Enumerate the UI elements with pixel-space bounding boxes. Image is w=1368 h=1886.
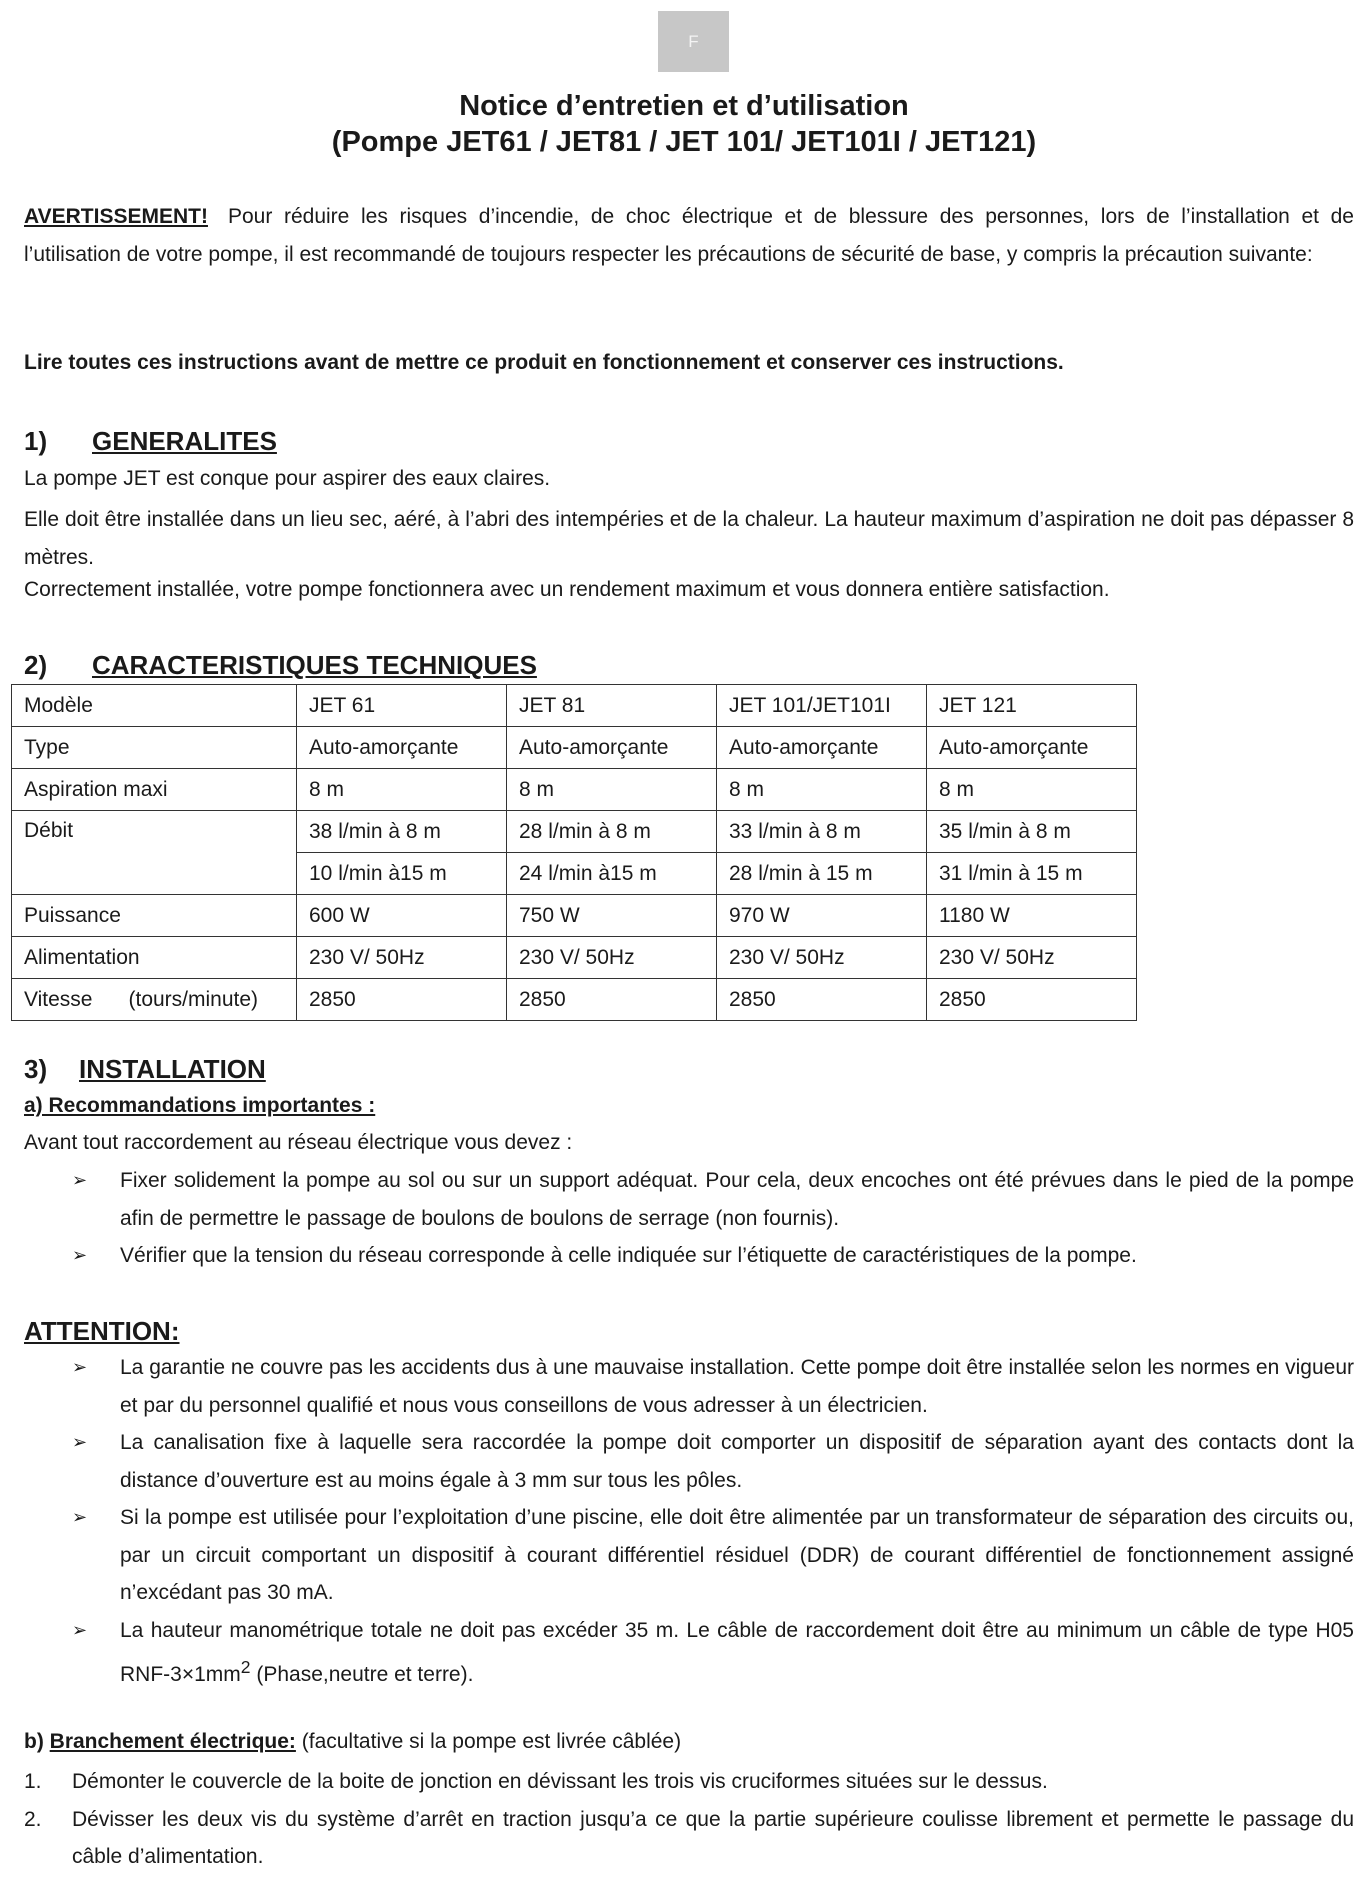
subsection-b-note: (facultative si la pompe est livrée câblée) <box>295 1730 682 1753</box>
table-cell: 31 l/min à 15 m <box>927 853 1137 895</box>
table-cell: 2850 <box>297 979 507 1021</box>
table-cell: 38 l/min à 8 m <box>297 811 507 853</box>
subsection-a-heading: a) Recommandations importantes : <box>24 1094 376 1117</box>
subsection-b-prefix: b) <box>24 1730 50 1753</box>
table-cell: 230 V/ 50Hz <box>927 937 1137 979</box>
table-cell: Type <box>12 727 297 769</box>
vitesse-label: Vitesse <box>24 987 93 1011</box>
table-cell: JET 121 <box>927 685 1137 727</box>
subsection-b-label: Branchement électrique: <box>49 1730 296 1753</box>
installation-intro: Avant tout raccordement au réseau électrique vous devez : <box>24 1131 573 1154</box>
step-text: Dévisser les deux vis du système d’arrêt en traction jusqu’a ce que la partie supérieure coulisse librement et permette le passage du câble d’alimentation. <box>72 1807 1354 1868</box>
table-cell: Auto-amorçante <box>297 727 507 769</box>
table-cell: Alimentation <box>12 937 297 979</box>
table-cell: Auto-amorçante <box>507 727 717 769</box>
warning-label: AVERTISSEMENT! <box>24 205 208 228</box>
table-cell <box>12 979 297 1021</box>
table-cell: 28 l/min à 8 m <box>507 811 717 853</box>
warning-text: Pour réduire les risques d’incendie, de choc électrique et de blessure des personnes, lors de l’installation et de l’utilisation de votre pompe, il est recommandé de toujours respecter les précautions de sécurité de base, y compris la précaution suivante: <box>24 205 1354 266</box>
general-line-1: La pompe JET est conque pour aspirer des eaux claires. <box>24 467 551 490</box>
subsection-b-heading <box>24 1730 681 1754</box>
general-line-2: Elle doit être installée dans un lieu sec, aéré, à l’abri des intempéries et de la chaleur. La hauteur maximum d’aspiration ne doit pas dépasser 8 mètres. <box>24 508 1354 569</box>
section-1-heading <box>24 426 277 457</box>
table-cell: 750 W <box>507 895 717 937</box>
arrow-bullet-icon: ➢ <box>72 1170 88 1190</box>
step-number: 1. <box>24 1770 42 1793</box>
list-item <box>72 1349 1354 1424</box>
attention-list <box>72 1349 1354 1694</box>
table-cell: 35 l/min à 8 m <box>927 811 1137 853</box>
table-row-type <box>12 727 1137 769</box>
list-item <box>24 1763 1354 1801</box>
list-item <box>72 1499 1354 1612</box>
table-cell: 230 V/ 50Hz <box>717 937 927 979</box>
list-item-text: La garantie ne couvre pas les accidents dus à une mauvaise installation. Cette pompe doit être installée selon les normes en vigueur et par du personnel qualifié et nous vous conseillons de vous adresser à un électricien. <box>120 1356 1354 1417</box>
table-cell: JET 101/JET101I <box>717 685 927 727</box>
table-cell: 2850 <box>717 979 927 1021</box>
table-cell: 2850 <box>507 979 717 1021</box>
arrow-bullet-icon: ➢ <box>72 1507 88 1527</box>
table-cell: 230 V/ 50Hz <box>507 937 717 979</box>
table-cell <box>12 853 297 895</box>
language-badge: F <box>658 11 729 72</box>
table-cell: 10 l/min à15 m <box>297 853 507 895</box>
table-cell: JET 61 <box>297 685 507 727</box>
table-cell: 230 V/ 50Hz <box>297 937 507 979</box>
table-row-aspiration <box>12 769 1137 811</box>
list-item-text: La hauteur manométrique totale ne doit pas excéder 35 m. Le câble de raccordement doit être au minimum un câble de type H05 RNF-3×1mm <box>120 1618 1354 1686</box>
table-cell: Puissance <box>12 895 297 937</box>
table-cell: 2850 <box>927 979 1137 1021</box>
table-row-puissance <box>12 895 1137 937</box>
section-number: 3) <box>24 1054 48 1084</box>
superscript: 2 <box>240 1657 251 1677</box>
list-item <box>72 1424 1354 1499</box>
arrow-bullet-icon: ➢ <box>72 1245 88 1265</box>
list-item-text: La canalisation fixe à laquelle sera raccordée la pompe doit comporter un dispositif de séparation ayant des contacts dont la distance d’ouverture est au moins égale à 3 mm sur tous les pôles. <box>120 1431 1354 1492</box>
section-title: GENERALITES <box>92 426 277 456</box>
table-cell: JET 81 <box>507 685 717 727</box>
step-text: Démonter le couvercle de la boite de jonction en dévissant les trois vis cruciformes situées sur le dessus. <box>72 1770 1048 1793</box>
section-number: 2) <box>24 650 48 680</box>
list-item-text: Vérifier que la tension du réseau corresponde à celle indiquée sur l’étiquette de caractéristiques de la pompe. <box>120 1244 1137 1267</box>
page-title: Notice d’entretien et d’utilisation <box>459 90 909 122</box>
table-cell: 8 m <box>507 769 717 811</box>
table-row-alimentation <box>12 937 1137 979</box>
list-item-text: (Phase,neutre et terre). <box>250 1663 474 1686</box>
table-cell: 970 W <box>717 895 927 937</box>
section-2-heading <box>24 650 537 681</box>
warning-paragraph <box>24 198 1354 273</box>
section-3-heading <box>24 1054 266 1085</box>
table-row-model <box>12 685 1137 727</box>
table-cell: Auto-amorçante <box>717 727 927 769</box>
read-instructions: Lire toutes ces instructions avant de mettre ce produit en fonctionnement et conserver ces instructions. <box>24 351 1064 374</box>
vitesse-unit: (tours/minute) <box>128 987 259 1011</box>
attention-heading: ATTENTION: <box>24 1316 180 1346</box>
list-item <box>72 1612 1354 1694</box>
section-title: INSTALLATION <box>79 1054 266 1084</box>
list-item <box>24 1801 1354 1876</box>
section-number: 1) <box>24 426 48 456</box>
table-cell: 1180 W <box>927 895 1137 937</box>
spec-table <box>11 684 1137 1021</box>
arrow-bullet-icon: ➢ <box>72 1432 88 1452</box>
page-subtitle: (Pompe JET61 / JET81 / JET 101/ JET101I / JET121) <box>331 126 1037 158</box>
table-cell: Auto-amorçante <box>927 727 1137 769</box>
arrow-bullet-icon: ➢ <box>72 1619 88 1640</box>
list-item-text: Si la pompe est utilisée pour l’exploitation d’une piscine, elle doit être alimentée par un transformateur de séparation des circuits ou, par un circuit comportant un dispositif à courant différentiel résiduel (DDR) de courant différentiel de fonctionnement assigné n’excédant pas 30 mA. <box>120 1506 1354 1604</box>
table-row-vitesse <box>12 979 1137 1021</box>
table-cell: Modèle <box>12 685 297 727</box>
general-line-3: Correctement installée, votre pompe fonctionnera avec un rendement maximum et vous donnera entière satisfaction. <box>24 578 1110 601</box>
table-cell: 8 m <box>297 769 507 811</box>
list-item <box>72 1237 1354 1275</box>
list-item-text: Fixer solidement la pompe au sol ou sur un support adéquat. Pour cela, deux encoches ont été prévues dans le pied de la pompe afin de permettre le passage de boulons de boulons de serrage (non fournis). <box>120 1169 1354 1230</box>
table-cell: Débit <box>12 811 297 853</box>
arrow-bullet-icon: ➢ <box>72 1357 88 1377</box>
table-row-debit <box>12 811 1137 853</box>
step-number: 2. <box>24 1807 42 1831</box>
table-cell: 24 l/min à15 m <box>507 853 717 895</box>
section-title: CARACTERISTIQUES TECHNIQUES <box>92 650 537 680</box>
wiring-steps <box>24 1763 1354 1876</box>
list-item <box>72 1162 1354 1237</box>
table-cell: 8 m <box>927 769 1137 811</box>
table-cell: 600 W <box>297 895 507 937</box>
table-row-debit-2 <box>12 853 1137 895</box>
table-cell: 33 l/min à 8 m <box>717 811 927 853</box>
table-cell: Aspiration maxi <box>12 769 297 811</box>
recommendations-list <box>72 1162 1354 1275</box>
table-cell: 8 m <box>717 769 927 811</box>
table-cell: 28 l/min à 15 m <box>717 853 927 895</box>
